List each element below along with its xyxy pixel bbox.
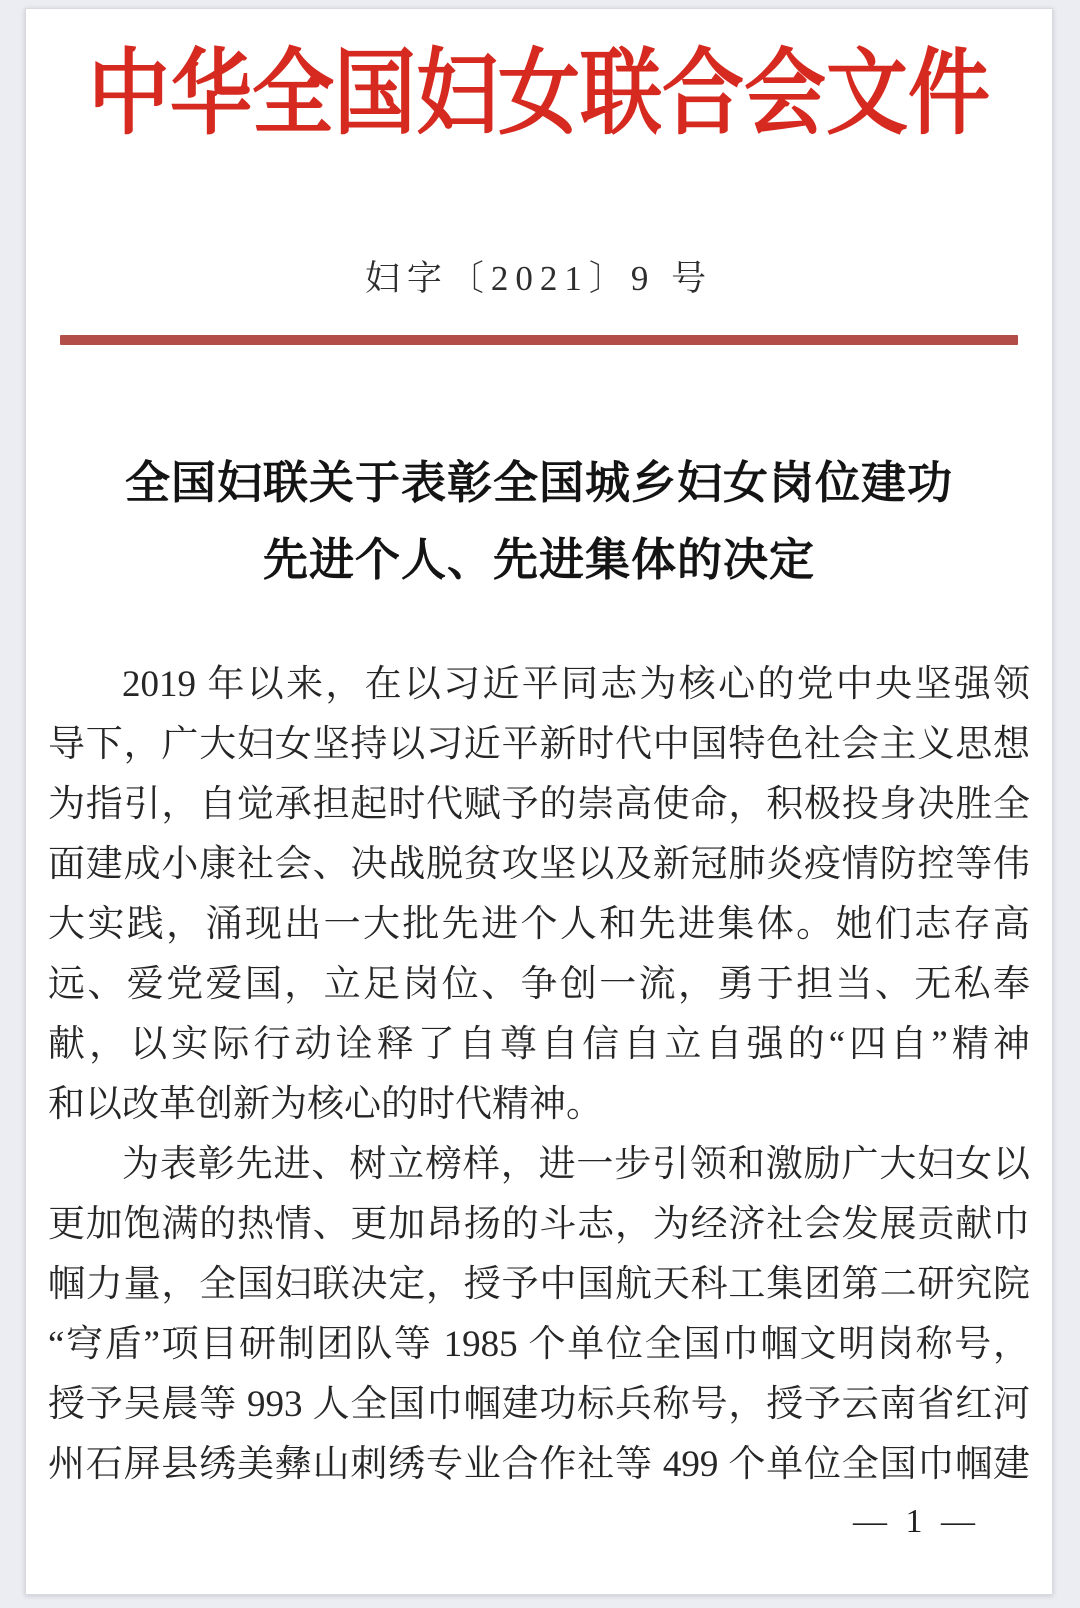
text-line: 导下，广大妇女坚持以习近平新时代中国特色社会主义思想 [48,724,1030,766]
document-title [46,445,1032,599]
text-line: 为指引，自觉承担起时代赋予的崇高使命，积极投身决胜全 [48,784,1030,826]
document-number: 妇字〔2021〕9 号 [364,259,714,299]
paragraph-1 [48,655,1030,1135]
text-line: 为表彰先进、树立榜样，进一步引领和激励广大妇女以 [122,1144,1030,1186]
document-body [46,655,1032,1495]
document-title-line2: 先进个人、先进集体的决定 [262,535,815,586]
letterhead-title: 中华全国妇女联合会文件 [87,42,990,146]
text-line: 大实践，涌现出一大批先进个人和先进集体。她们志存高 [48,904,1030,946]
page-number: — 1 — [853,1503,980,1541]
text-line: 更加饱满的热情、更加昂扬的斗志，为经济社会发展贡献巾 [48,1204,1030,1246]
text-line: 授予吴晨等 993 人全国巾帼建功标兵称号，授予云南省红河 [48,1384,1030,1426]
red-divider [60,335,1018,345]
paragraph-2 [48,1135,1030,1495]
text-line: 献，以实际行动诠释了自尊自信自立自强的“四自”精神 [48,1024,1030,1066]
text-line: “穹盾”项目研制团队等 1985 个单位全国巾帼文明岗称号， [48,1324,1030,1366]
text-line: 和以改革创新为核心的时代精神。 [48,1084,603,1126]
text-line: 2019 年以来，在以习近平同志为核心的党中央坚强领 [122,664,1030,706]
text-line: 帼力量，全国妇联决定，授予中国航天科工集团第二研究院 [48,1264,1030,1306]
document-title-line1: 全国妇联关于表彰全国城乡妇女岗位建功 [124,458,953,509]
text-line: 面建成小康社会、决战脱贫攻坚以及新冠肺炎疫情防控等伟 [48,844,1030,886]
text-line: 州石屏县绣美彝山刺绣专业合作社等 499 个单位全国巾帼建 [48,1444,1030,1486]
document-page [25,8,1053,1595]
text-line: 远、爱党爱国，立足岗位、争创一流，勇于担当、无私奉 [48,964,1030,1006]
